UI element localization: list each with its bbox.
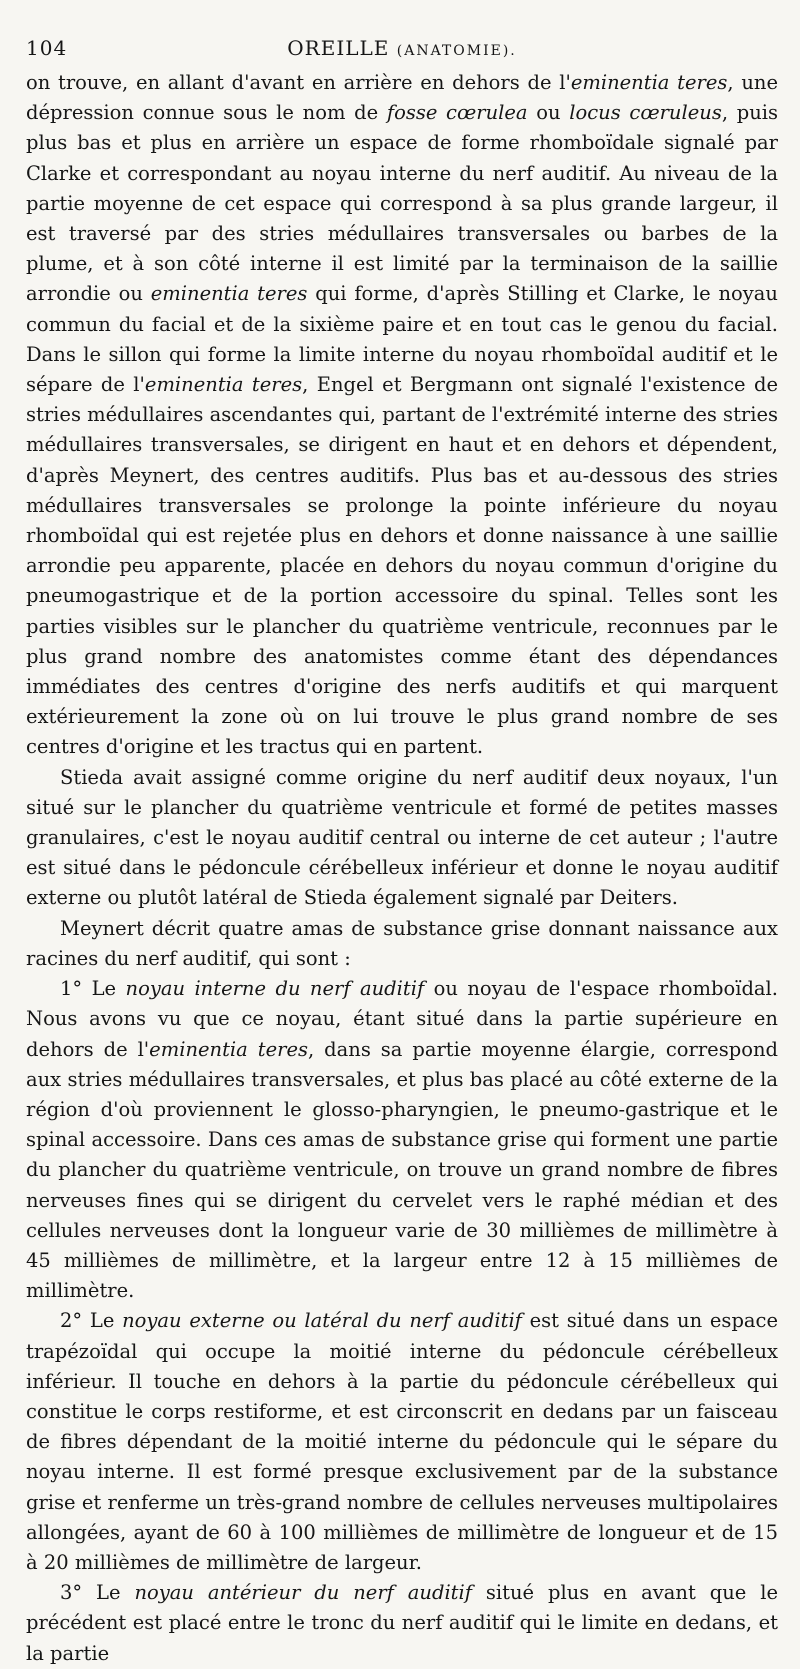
text-run: , dans sa partie moyenne élargie, correspond aux stries médullaires transversales, et plus bas placé au côté externe de la région d'où proviennent le glosso-pharyngien, le pneumo-gastrique et le spinal accessoire. Dans ces amas de substance grise qui forment une partie du plancher du quatrième ventricule, on trouve un grand nombre de fibres nerveuses fines qui se dirigent du cervelet vers le raphé médian et des cellules nerveuses dont la longueur varie de 30 millièmes de millimètre à 45 millièmes de millimètre, et la largeur entre 12 à 15 millièmes de millimètre. — [26, 1037, 778, 1303]
italic-term: locus cœruleus — [569, 101, 722, 125]
text-run: , Engel et Bergmann ont signalé l'existence de stries médullaires ascendantes qui, partant de l'extrémité interne des stries médullaires transversales, se dirigent en haut et en dehors et dépendent, d'après Meynert, des centres auditifs. Plus bas et au-dessous des stries médullaires transversales se prolonge la pointe inférieure du noyau rhomboïdal qui est rejetée plus en dehors et donne naissance à une saillie arrondie peu apparente, placée en dehors du noyau commun d'origine du pneumogastrique et de la portion accessoire du spinal. Telles sont les parties visibles sur le plancher du quatrième ventricule, reconnues par le plus grand nombre des anatomistes comme étant des dépendances immédiates des centres d'origine des nerfs auditifs et qui marquent extérieurement la zone où on lui trouve le plus grand nombre de ses centres d'origine et les tractus qui en partent. — [26, 373, 779, 759]
italic-term: eminentia teres — [149, 1037, 308, 1061]
text-run: qui forme, d'après Stilling et Clarke, le noyau commun du facial et de la sixième paire et en tout cas le genou du facial. Dans le sillon qui forme la limite interne du noyau rhomboïdal auditif et le sépare de l' — [26, 282, 778, 397]
text-run: , puis plus bas et plus en arrière un espace de forme rhomboïdale signalé par Clarke et correspondant au noyau interne du nerf auditif. Au niveau de la partie moyenne de cet espace qui correspond à sa plus grande largeur, il est traversé par des stries médullaires transversales ou barbes de la plume, et à son côté interne il est limité par la terminaison de la saillie arrondie ou — [26, 101, 779, 306]
paragraph — [26, 914, 778, 974]
text-run: 3° Le — [60, 1581, 135, 1605]
italic-term: noyau antérieur du nerf auditif — [134, 1581, 472, 1605]
body-text — [26, 68, 778, 1669]
text-run: Meynert décrit quatre amas de substance grise donnant naissance aux racines du nerf auditif, qui sont : — [26, 916, 778, 970]
page-number: 104 — [26, 36, 68, 60]
italic-term: eminentia teres — [570, 71, 728, 94]
text-run: est situé dans un espace trapézoïdal qui occupe la moitié interne du pédoncule cérébelleux inférieur. Il touche en dehors à la partie du pédoncule cérébelleux qui constitue le corps restiforme, et est circonscrit en dedans par un faisceau de fibres dépendant de la moitié interne du pédoncule qui le sépare du noyau interne. Il est formé presque exclusivement par de la substance grise et renferme un très-grand nombre de cellules nerveuses multipolaires allongées, ayant de 60 à 100 millièmes de millimètre de longueur et de 15 à 20 millièmes de millimètre de largeur. — [26, 1309, 779, 1574]
text-run: , une dépression connue sous le nom de — [26, 71, 778, 125]
text-run: 2° Le — [60, 1309, 123, 1333]
text-run: ou — [527, 101, 570, 125]
page-header — [26, 28, 778, 68]
paragraph — [26, 763, 778, 914]
paragraph — [26, 1306, 778, 1578]
italic-term: eminentia teres — [144, 373, 303, 397]
running-title-main: OREILLE — [287, 36, 390, 60]
text-run: ou noyau de l'espace rhomboïdal. Nous avons vu que ce noyau, étant situé dans la partie supérieure en dehors de l' — [26, 977, 778, 1061]
italic-term: eminentia teres — [150, 282, 308, 306]
paragraph — [26, 68, 778, 763]
text-run: on trouve, en allant d'avant en arrière en dehors de l' — [26, 71, 571, 94]
italic-term: noyau interne du nerf auditif — [125, 977, 425, 1001]
italic-term: noyau externe ou latéral du nerf auditif — [122, 1309, 522, 1333]
text-run: Stieda avait assigné comme origine du nerf auditif deux noyaux, l'un situé sur le plancher du quatrième ventricule et formé de petites masses granulaires, c'est le noyau auditif central ou interne de cet auteur ; l'autre est situé dans le pédoncule cérébelleux inférieur et donne le noyau auditif externe ou plutôt latéral de Stieda également signalé par Deiters. — [26, 765, 778, 910]
text-run: 1° Le — [60, 977, 126, 1001]
paragraph — [26, 974, 778, 1306]
text-run: situé plus en avant que le précédent est placé entre le tronc du nerf auditif qui le limite en dedans, et la partie — [26, 1581, 778, 1665]
running-title — [26, 28, 778, 71]
running-title-subtitle: (ANATOMIE). — [396, 43, 517, 59]
paragraph — [26, 1578, 778, 1669]
italic-term: fosse cœrulea — [386, 101, 528, 125]
